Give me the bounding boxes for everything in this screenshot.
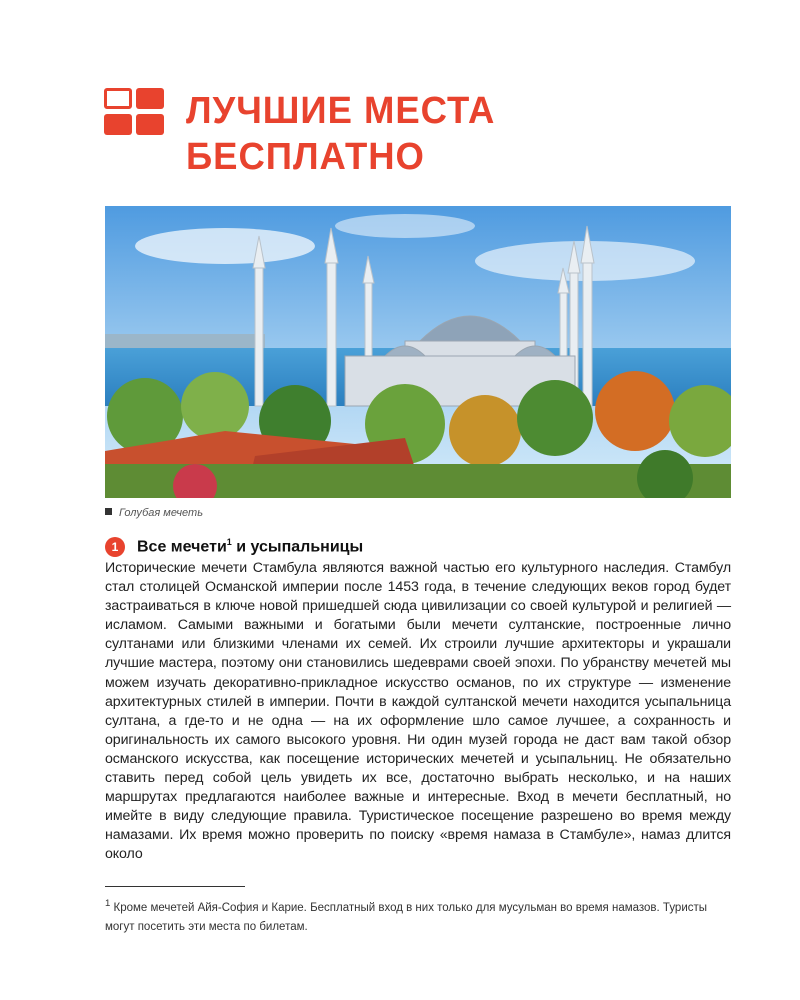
- footnote: [105, 894, 731, 937]
- photo-caption-text: Голубая мечеть: [119, 507, 203, 519]
- footnote-marker: 1: [226, 537, 232, 548]
- section-number-badge: 1: [105, 537, 125, 557]
- body-paragraph: Исторические мечети Стамбула являются важной частью его культурного наследия. Стамбул стал столицей Османской империи после 1453 года, в течение следующих веков город будет застраиваться в ключе новой пришедшей сюда цивилизации со своей культурой и религией — исламом. Самыми важными и богатыми были мечети султанские, построенные лично султанами или близкими членами их семей. Их строили лучшие архитекторы и украшали лучшие мастера, поэтому они становились шедеврами своей эпохи. По убранству мечетей мы можем изучать декоративно-прикладное искусство османов, по их структуре — изменение архитектурных стилей в империи. Почти в каждой султанской мечети находится усыпальница султана, а где-то и не одна — на их оформление шло самое лучшее, а сохранность и оригинальность их самого высокого уровня. Ни один музей города не даст вам такой обзор османского искусства, как посещение исторических мечетей и усыпальниц. Не обязательно ставить перед собой цель увидеть их все, достаточно выбрать несколько, и на наших маршрутах предлагаются наиболее важные и интересные. Вход в мечети бесплатный, но имейте в виду следующие правила. Туристическое посещение разрешено во время между намазами. Их время можно проверить по поиску «время намаза в Стамбуле», намаз длится около: [105, 560, 731, 863]
- page-title-line-1: ЛУЧШИЕ МЕСТА: [186, 90, 496, 132]
- page-title-line-2: БЕСПЛАТНО: [186, 136, 425, 178]
- photo-caption: [105, 507, 203, 519]
- section-logo-icon: [102, 86, 166, 136]
- page-title: [186, 88, 495, 180]
- section-heading: [105, 537, 363, 557]
- footnote-text: Кроме мечетей Айя-София и Карие. Бесплатный вход в них только для мусульман во время намазов. Туристы могут посетить эти места по билетам.: [105, 901, 708, 933]
- section-title: [137, 537, 363, 556]
- caption-bullet-icon: [105, 508, 112, 515]
- blue-mosque-photo: [105, 206, 731, 498]
- footnote-number: 1: [105, 898, 111, 909]
- section-title-text: Все мечети: [137, 538, 227, 556]
- section-title-tail: и усыпальницы: [231, 538, 364, 556]
- footnote-divider: [105, 886, 245, 887]
